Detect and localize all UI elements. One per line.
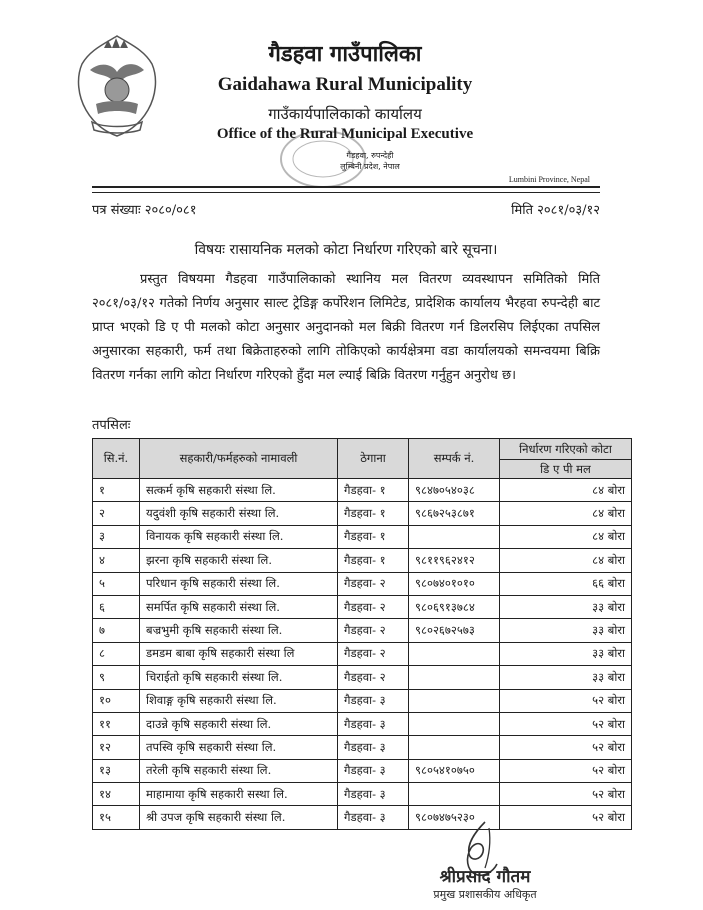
cell-name: परिधान कृषि सहकारी संस्था लि. (140, 572, 338, 595)
column-subheader-dap: डि ए पी मल (500, 460, 632, 479)
column-header-quota: निर्धारण गरिएको कोटा (500, 439, 632, 460)
cell-contact (409, 736, 500, 759)
cell-contact (409, 642, 500, 665)
nepal-emblem-icon (72, 30, 162, 140)
cell-sn: ७ (93, 619, 140, 642)
cell-name: समर्पित कृषि सहकारी संस्था लि. (140, 595, 338, 618)
cell-quota: ३३ बोरा (500, 642, 632, 665)
signatory-title: प्रमुख प्रशासकीय अधिकृत (433, 888, 537, 901)
cell-contact (409, 525, 500, 548)
cell-contact (409, 783, 500, 806)
cell-address: गैडहवा- ३ (338, 806, 409, 829)
cell-contact (409, 689, 500, 712)
quota-table (92, 438, 632, 830)
cell-sn: १ (93, 479, 140, 502)
letter-body: प्रस्तुत विषयमा गैडहवा गाउँपालिकाको स्थानिय मल वितरण व्यवस्थापन समितिको मिति २०८१/०३/१२ गतेको निर्णय अनुसार साल्ट ट्रेडिङ्ग कर्पोरेशन लिमिटेड, प्रादेशिक कार्यालय भैरहवा रुपन्देही बाट प्राप्त भएको डि ए पी मलको कोटा अनुसार अनुदानको मल बिक्री वितरण गर्न डिलरसिप लिईएका तपसिल अनुसारका सहकारी, फर्म तथा बिक्रेताहरुको लागि तोकिएको कार्यक्षेत्रमा वडा कार्यालयको समन्वयमा बिक्रि वितरण गर्नका लागि कोटा निर्धारण गरिएको हुँदा मल ल्याई बिक्रि वितरण गर्नुहुन अनुरोध छ। (92, 272, 600, 383)
office-name-english: Office of the Rural Municipal Executive (216, 126, 474, 142)
cell-sn: ११ (93, 712, 140, 735)
cell-address: गैडहवा- २ (338, 619, 409, 642)
column-header-address: ठेगाना (338, 439, 409, 479)
table-row (93, 549, 632, 572)
cell-contact: ९८६७२५३८७१ (409, 502, 500, 525)
table-row (93, 479, 632, 502)
cell-quota: ८४ बोरा (500, 502, 632, 525)
cell-address: गैडहवा- १ (338, 479, 409, 502)
cell-address: गैडहवा- २ (338, 642, 409, 665)
column-header-name: सहकारी/फर्महरुको नामावली (140, 439, 338, 479)
cell-contact (409, 712, 500, 735)
cell-sn: १५ (93, 806, 140, 829)
reference-number: पत्र संख्याः २०८०/०८१ (92, 203, 197, 218)
cell-name: श्री उपज कृषि सहकारी संस्था लि. (140, 806, 338, 829)
column-header-contact: सम्पर्क नं. (409, 439, 500, 479)
table-row (93, 595, 632, 618)
cell-sn: १४ (93, 783, 140, 806)
cell-address: गैडहवा- ३ (338, 736, 409, 759)
province-label: Lumbini Province, Nepal (508, 175, 590, 184)
cell-address: गैडहवा- ३ (338, 759, 409, 782)
cell-contact: ९८०७४०१०१० (409, 572, 500, 595)
cell-name: बज्रभुमी कृषि सहकारी संस्था लि. (140, 619, 338, 642)
cell-quota: ५२ बोरा (500, 712, 632, 735)
office-address (300, 150, 440, 172)
cell-address: गैडहवा- २ (338, 595, 409, 618)
cell-name: दाउन्ने कृषि सहकारी संस्था लि. (140, 712, 338, 735)
cell-address: गैडहवा- ३ (338, 712, 409, 735)
table-row (93, 759, 632, 782)
cell-quota: ५२ बोरा (500, 736, 632, 759)
table-row (93, 806, 632, 829)
cell-quota: ३३ बोरा (500, 595, 632, 618)
table-row (93, 736, 632, 759)
cell-quota: ८४ बोरा (500, 479, 632, 502)
cell-sn: ९ (93, 666, 140, 689)
cell-name: तरेली कृषि सहकारी संस्था लि. (140, 759, 338, 782)
cell-sn: १३ (93, 759, 140, 782)
cell-quota: ५२ बोरा (500, 759, 632, 782)
cell-name: चिराईतो कृषि सहकारी संस्था लि. (140, 666, 338, 689)
municipality-name-nepali: गैडहवा गाउँपालिका (268, 41, 422, 67)
cell-name: शिवाङ्ग कृषि सहकारी संस्था लि. (140, 689, 338, 712)
cell-quota: ३३ बोरा (500, 619, 632, 642)
cell-address: गैडहवा- १ (338, 502, 409, 525)
cell-contact: ९८०६९१३७८४ (409, 595, 500, 618)
cell-quota: ५२ बोरा (500, 806, 632, 829)
cell-sn: ५ (93, 572, 140, 595)
cell-name: सत्कर्म कृषि सहकारी संस्था लि. (140, 479, 338, 502)
quota-table-body (93, 479, 632, 830)
table-row (93, 619, 632, 642)
details-label: तपसिलः (92, 418, 131, 433)
cell-address: गैडहवा- ३ (338, 689, 409, 712)
cell-address: गैडहवा- ३ (338, 783, 409, 806)
cell-sn: १० (93, 689, 140, 712)
letter-date: मिति २०८१/०३/१२ (511, 203, 600, 218)
cell-contact (409, 666, 500, 689)
cell-sn: २ (93, 502, 140, 525)
cell-sn: ३ (93, 525, 140, 548)
cell-contact: ९८०७४७५२३० (409, 806, 500, 829)
cell-quota: ८४ बोरा (500, 549, 632, 572)
table-row (93, 642, 632, 665)
cell-name: डमडम बाबा कृषि सहकारी संस्था लि (140, 642, 338, 665)
cell-quota: ८४ बोरा (500, 525, 632, 548)
table-row (93, 783, 632, 806)
table-row (93, 712, 632, 735)
cell-address: गैडहवा- १ (338, 525, 409, 548)
cell-address: गैडहवा- २ (338, 572, 409, 595)
address-line-2: लुम्बिनी प्रदेश, नेपाल (340, 162, 400, 171)
cell-address: गैडहवा- १ (338, 549, 409, 572)
cell-name: यदुवंशी कृषि सहकारी संस्था लि. (140, 502, 338, 525)
signatory-name: श्रीप्रसाद गौतम (439, 867, 531, 887)
address-line-1: गैडहवा, रुपन्देही (346, 151, 394, 160)
cell-quota: ५२ बोरा (500, 689, 632, 712)
cell-quota: ३३ बोरा (500, 666, 632, 689)
column-header-sn: सि.नं. (93, 439, 140, 479)
cell-contact: ९८४७०५४०३८ (409, 479, 500, 502)
cell-name: झरना कृषि सहकारी संस्था लि. (140, 549, 338, 572)
cell-contact: ९८०२६७२५७३ (409, 619, 500, 642)
table-row (93, 525, 632, 548)
municipality-name-english: Gaidahawa Rural Municipality (217, 74, 473, 95)
table-row (93, 572, 632, 595)
header-divider (92, 186, 600, 193)
cell-sn: ८ (93, 642, 140, 665)
cell-name: तपस्वि कृषि सहकारी संस्था लि. (140, 736, 338, 759)
cell-name: विनायक कृषि सहकारी संस्था लि. (140, 525, 338, 548)
cell-contact: ९८११९६२४१२ (409, 549, 500, 572)
cell-sn: १२ (93, 736, 140, 759)
letter-subject: विषयः रासायनिक मलको कोटा निर्धारण गरिएको बारे सूचना। (194, 242, 498, 258)
cell-sn: ४ (93, 549, 140, 572)
table-row (93, 689, 632, 712)
table-row (93, 502, 632, 525)
office-name-nepali: गाउँकार्यपालिकाको कार्यालय (268, 105, 422, 123)
cell-address: गैडहवा- २ (338, 666, 409, 689)
cell-quota: ५२ बोरा (500, 783, 632, 806)
cell-quota: ६६ बोरा (500, 572, 632, 595)
cell-contact: ९८०५४१०७५० (409, 759, 500, 782)
cell-sn: ६ (93, 595, 140, 618)
table-row (93, 666, 632, 689)
cell-name: माहामाया कृषि सहकारी सस्था लि. (140, 783, 338, 806)
